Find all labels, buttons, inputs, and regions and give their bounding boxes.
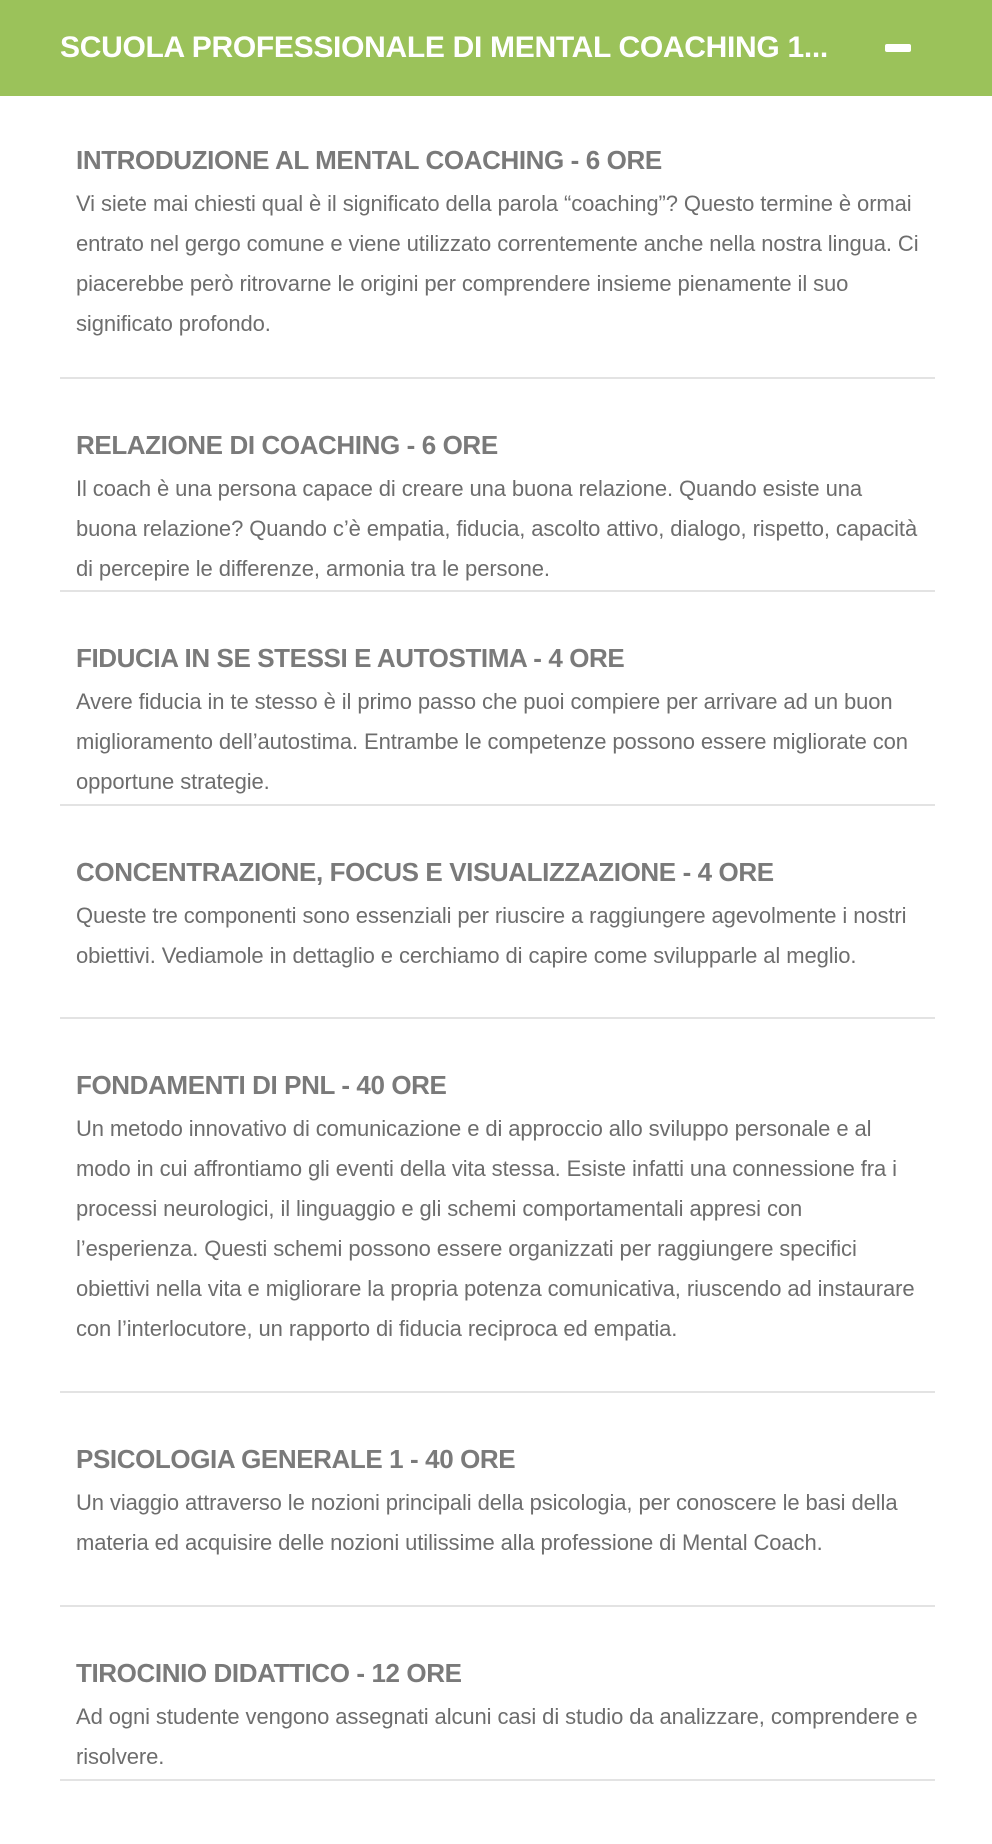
module-title: CONCENTRAZIONE, FOCUS E VISUALIZZAZIONE - 4 ORE	[76, 857, 774, 887]
module-description: Avere fiducia in te stesso è il primo passo che puoi compiere per arrivare ad un buon miglioramento dell’autostima. Entrambe le competenze possono essere migliorate con opportune strategie.	[76, 689, 908, 794]
module-description: Vi siete mai chiesti qual è il significato della parola “coaching”? Questo termine è ormai entrato nel gergo comune e viene utilizzato correntemente anche nella nostra lingua. Ci piacerebbe però ritrovarne le origini per comprendere insieme pienamente il suo significato profondo.	[76, 191, 919, 336]
course-module-list	[60, 96, 935, 1781]
minus-icon	[885, 44, 911, 52]
module-title: FONDAMENTI DI PNL - 40 ORE	[76, 1070, 447, 1100]
module-title: TIROCINIO DIDATTICO - 12 ORE	[76, 1658, 462, 1688]
module-title: PSICOLOGIA GENERALE 1 - 40 ORE	[76, 1444, 516, 1474]
module-description: Un viaggio attraverso le nozioni principali della psicologia, per conoscere le basi della materia ed acquisire delle nozioni utilissime alla professione di Mental Coach.	[76, 1490, 898, 1555]
accordion-header[interactable]	[0, 0, 992, 96]
course-module-item	[60, 1607, 935, 1781]
course-module-item	[60, 1393, 935, 1607]
course-module-item	[60, 96, 935, 379]
module-title: RELAZIONE DI COACHING - 6 ORE	[76, 430, 498, 460]
module-title: FIDUCIA IN SE STESSI E AUTOSTIMA - 4 ORE	[76, 643, 625, 673]
course-module-item	[60, 806, 935, 1019]
course-module-item	[60, 592, 935, 806]
module-description: Queste tre componenti sono essenziali per riuscire a raggiungere agevolmente i nostri obiettivi. Vediamole in dettaglio e cerchiamo di capire come svilupparle al meglio.	[76, 903, 907, 968]
module-description: Il coach è una persona capace di creare una buona relazione. Quando esiste una buona relazione? Quando c’è empatia, fiducia, ascolto attivo, dialogo, rispetto, capacità di percepire le differenze, armonia tra le persone.	[76, 476, 918, 581]
accordion-title: SCUOLA PROFESSIONALE DI MENTAL COACHING 1...	[60, 31, 828, 64]
collapse-toggle-button[interactable]	[880, 28, 916, 68]
module-title: INTRODUZIONE AL MENTAL COACHING - 6 ORE	[76, 145, 662, 175]
course-module-item	[60, 379, 935, 592]
module-description: Ad ogni studente vengono assegnati alcuni casi di studio da analizzare, comprendere e risolvere.	[76, 1704, 918, 1769]
module-description: Un metodo innovativo di comunicazione e di approccio allo sviluppo personale e al modo in cui affrontiamo gli eventi della vita stessa. Esiste infatti una connessione fra i processi neurologici, il linguaggio e gli schemi comportamentali appresi con l’esperienza. Questi schemi possono essere organizzati per raggiungere specifici obiettivi nella vita e migliorare la propria potenza comunicativa, riuscendo ad instaurare con l’interlocutore, un rapporto di fiducia reciproca ed empatia.	[76, 1116, 915, 1341]
course-module-item	[60, 1019, 935, 1393]
